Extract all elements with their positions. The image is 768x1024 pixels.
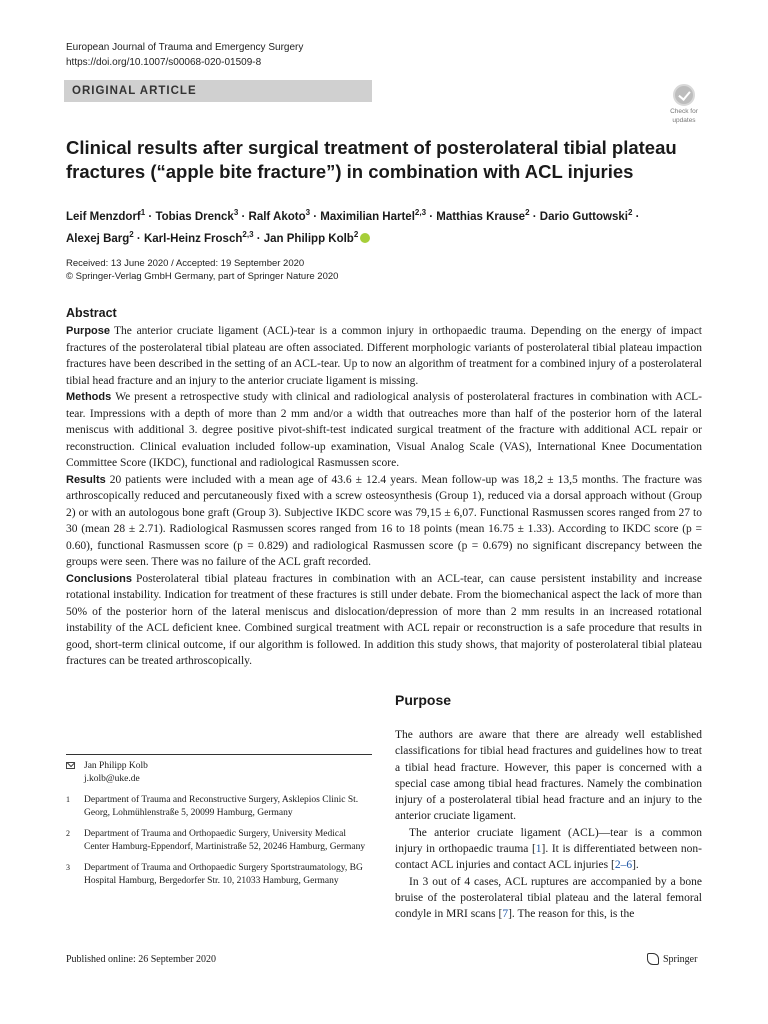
citation-link[interactable]: 1 — [535, 843, 542, 856]
article-dates — [66, 257, 338, 283]
journal-name: European Journal of Trauma and Emergency Surgery — [66, 42, 304, 53]
citation-link[interactable]: 7 — [502, 908, 509, 921]
doi-link[interactable]: https://doi.org/10.1007/s00068-020-01509-8 — [66, 57, 262, 68]
author: Alexej Barg$^2$ — [66, 229, 134, 245]
copyright: © Springer-Verlag GmbH Germany, part of Springer Nature 2020 — [66, 271, 339, 282]
check-icon — [673, 84, 695, 106]
author: Matthias Krause$^2$ — [436, 208, 530, 223]
affiliation: 3 Department of Trauma and Orthopaedic Surgery Sportstraumatology, BG Hospital Hamburg, Bergedorfer Str. 10, 21033 Hamburg, Germany — [66, 863, 363, 886]
article-type-banner: ORIGINAL ARTICLE — [64, 80, 372, 102]
check-label-2: updates — [672, 117, 696, 124]
footnotes — [66, 760, 372, 896]
footnote-divider — [66, 754, 372, 755]
affiliation: 2 Department of Trauma and Orthopaedic Surgery, University Medical Center Hamburg-Eppendorf, Martinistraße 52, 20246 Hamburg, Germany — [66, 829, 366, 852]
corresponding-name: Jan Philipp Kolb — [84, 761, 148, 771]
published-online: Published online: 26 September 2020 — [66, 954, 216, 965]
citation-link[interactable]: 2–6 — [614, 859, 633, 872]
publisher-logo — [647, 953, 697, 965]
abstract-heading: Abstract — [66, 306, 117, 320]
abstract-conclusions: Conclusions Posterolateral tibial plateau fractures in combination with an ACL-tear, can cause persistent instability and increase rotational instability. Indication for treatment of these fractures is still under debate. From the biomechanical aspect the lack of more than 50% of the posterior horn of the lateral meniscus and dislocation/depression of more than 2 mm results in an increased rotational instability of the ACL deficient knee. Combined surgical treatment with ACL repair or reconstruction is a safe procedure that results in good, short-term clinical outcome, if our algorithm is followed. In addition this study shows, that majority of posterolateral tibial plateau fractures can be treated arthroscopically. — [66, 572, 702, 667]
abstract-methods: Methods We present a retrospective study with clinical and radiological analysis of posterolateral fractures in combination with ACL-tear. Impressions with a depth of more than 2 mm and/or a width that outreaches more than half of the posterior horn of the lateral meniscus with additional 3. degree positive pivot-shift-test indicated surgical treatment of the fracture with additional ACL repair or reconstruction. Clinical evaluation included follow-up examination, Visual Analog Scale (VAS), International Knee Documentation Committee Score (IKDC), functional and radiological Rasmussen score. — [66, 391, 702, 469]
body-text — [395, 727, 702, 923]
author-list: Leif Menzdorf$^1$ · Tobias Drenck$^3$ · Ralf Akoto$^3$ · Maximilian Hartel$^{2,3}$ · Matthias Krause$^2$ · Dario Guttowski$^2$ · Alexej Barg$^2$ · Karl-Heinz Frosch$^{2,3}$ · Jan Philipp Kolb$^2$ — [66, 208, 640, 245]
paragraph: The anterior cruciate ligament (ACL)—tear is a common injury in orthopaedic trauma [1]. It is differentiated between non-contact ACL injuries and contact ACL injuries [2–6]. — [395, 826, 702, 872]
author: Ralf Akoto$^3$ — [248, 208, 311, 223]
journal-header — [66, 40, 303, 70]
publisher-name: Springer — [663, 953, 698, 965]
springer-horse-icon — [647, 953, 659, 965]
received-accepted: Received: 13 June 2020 / Accepted: 19 September 2020 — [66, 258, 305, 269]
mail-icon — [66, 762, 75, 769]
paragraph: In 3 out of 4 cases, ACL ruptures are accompanied by a bone bruise of the posterolateral tibial plateau and the lateral femoral condyle in MRI scans [7]. The reason for this, is the — [395, 875, 702, 921]
author: Dario Guttowski$^2$ — [539, 208, 633, 223]
paragraph: The authors are aware that there are already well established classifications for tibial head fractures and guidelines how to treat a tibial head fracture. However, this paper is concerned with a special case among tibial head fractures. Namely the combination injury of a posterolateral tibial head fracture and an injury to the anterior cruciate ligament. — [395, 729, 702, 823]
article-title: Clinical results after surgical treatment of posterolateral tibial plateau fractures (“apple bite fracture”) in combination with ACL injuries — [66, 137, 677, 182]
author: Karl-Heinz Frosch$^{2,3}$ — [143, 229, 254, 245]
check-label-1: Check for — [670, 108, 698, 115]
author: Jan Philipp Kolb$^2$ — [264, 233, 371, 245]
abstract — [66, 323, 702, 670]
section-heading-purpose: Purpose — [395, 692, 452, 708]
check-for-updates-badge[interactable] — [664, 84, 704, 124]
author: Leif Menzdorf$^1$ — [66, 208, 146, 223]
abstract-results: Results 20 patients were included with a mean age of 43.6 ± 12.4 years. Mean follow-up was 18,2 ± 13,5 months. The fracture was arthroscopically reduced and percutaneously fixed with a screw osteosynthesis (Group 1), reduced via a dorsal approach without (Group 2) or with an autologous bone graft (Group 3). Subjective IKDC score was 79,15 ± 6,07. Functional Rasmussen scores ranged from 27 to 30 (mean 28 ± 2.71). Radiological Rasmussen scores ranged from 16 to 18 points (mean 16.75 ± 1.33). According to IKDC score (p = 0.60), functional Rasmussen score (p = 0.829) and radiological Rasmussen score (p = 0.679) no significant discrepancy between the groups were seen. There was no failure of the ACL graft recorded. — [66, 473, 702, 568]
corresponding-email[interactable]: j.kolb@uke.de — [84, 773, 140, 784]
author: Tobias Drenck$^3$ — [155, 208, 239, 223]
corresponding-author — [66, 760, 372, 785]
author: Maximilian Hartel$^{2,3}$ — [320, 208, 427, 223]
orcid-icon[interactable] — [360, 233, 370, 243]
abstract-purpose: Purpose The anterior cruciate ligament (ACL)-tear is a common injury in orthopaedic trauma. Depending on the energy of impact fractures of the posterolateral tibial plateau are often associated. Different morphologic variants of posterolateral tibial plateau impaction fractures have been described in the setting of an ACL-tear. Up to now an algorithm of treatment for a combined injury of a posterolateral tibial head fracture and an injury to the anterior cruciate ligament is missing. — [66, 325, 702, 387]
affiliation: 1 Department of Trauma and Reconstructive Surgery, Asklepios Clinic St. Georg, Lohmühlenstraße 5, 20099 Hamburg, Germany — [66, 795, 359, 818]
